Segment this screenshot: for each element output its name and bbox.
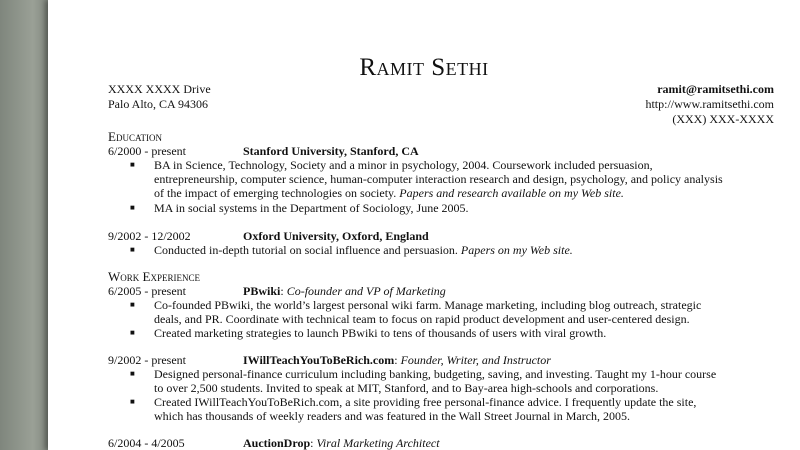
address-line-2: Palo Alto, CA 94306 <box>108 97 209 111</box>
education-org: Oxford University, Oxford, England <box>243 229 429 243</box>
bullet-icon: ■ <box>130 245 135 254</box>
bullet-icon: ■ <box>130 328 135 337</box>
education-dates: 9/2002 - 12/2002 <box>108 229 191 243</box>
education-heading: Education <box>108 129 162 144</box>
work-heading: Work Experience <box>108 269 200 284</box>
work-org: IWillTeachYouToBeRich.com: Founder, Writer, and Instructor <box>243 353 551 367</box>
address-line-1: XXXX XXXX Drive <box>108 82 211 96</box>
resume-name: Ramit Sethi <box>359 54 489 81</box>
bullet-icon: ■ <box>130 397 135 406</box>
education-dates: 6/2000 - present <box>108 144 186 158</box>
work-org: PBwiki: Co-founder and VP of Marketing <box>243 284 446 298</box>
work-dates: 6/2005 - present <box>108 284 186 298</box>
bullet-icon: ■ <box>130 160 135 169</box>
email-link[interactable]: ramit@ramitsethi.com <box>657 82 774 96</box>
bullet-icon: ■ <box>130 369 135 378</box>
work-dates: 9/2002 - present <box>108 353 186 367</box>
bullet-icon: ■ <box>130 203 135 212</box>
education-org: Stanford University, Stanford, CA <box>243 144 419 158</box>
website-link[interactable]: http://www.ramitsethi.com <box>645 97 774 111</box>
work-dates: 6/2004 - 4/2005 <box>108 436 185 450</box>
work-org: AuctionDrop: Viral Marketing Architect <box>243 436 440 450</box>
resume-page: Ramit Sethi XXXX XXXX Drive Palo Alto, CA 94306 ramit@ramitsethi.com http://www.ramitsethi.com (XXX) XXX-XXXX Education 6/2000 - present Stanford University, Stanford, CA ■ BA in Science, Technology, Society and a minor in psychology, 2004. Coursework included persuasion, entrepreneurship, computer science, human-computer interaction research and design, psychology, and policy analysis of the impact of emerging technologies on society. Papers and research available on my Web site. ■ MA in social systems in the Department of Sociology, June 2005. 9/2002 - 12/2002 Oxford University, Oxford, England ■ Conducted in-depth tutorial on social influence and persuasion. Papers on my Web site. Work Experience 6/2005 - present PBwiki: Co-founder and VP of Marketing ■ Co-founded PBwiki, the world’s largest personal wiki farm. Manage marketing, including blog outreach, strategic deals, and PR. Coordinate with technical team to focus on rapid product development and user-centered design. ■ Created marketing strategies to launch PBwiki to tens of thousands of users with viral growth. 9/2002 - present IWillTeachYouToBeRich.com: Founder, Writer, and Instructor ■ Designed personal-finance curriculum including banking, budgeting, saving, and investing. Taught my 1-hour course to over 2,500 students. Invited to speak at MIT, Stanford, and to Bay-area high-schools and corporations. ■ Created IWillTeachYouToBeRich.com, a site providing free personal-finance advice. I frequently update the site, which has thousands of weekly readers and was featured in the Wall Street Journal in March, 2005. 6/2004 - 4/2005 AuctionDrop: Viral Marketing Architect <box>48 0 800 450</box>
phone-number: (XXX) XXX-XXXX <box>672 112 774 126</box>
bullet-icon: ■ <box>130 300 135 309</box>
